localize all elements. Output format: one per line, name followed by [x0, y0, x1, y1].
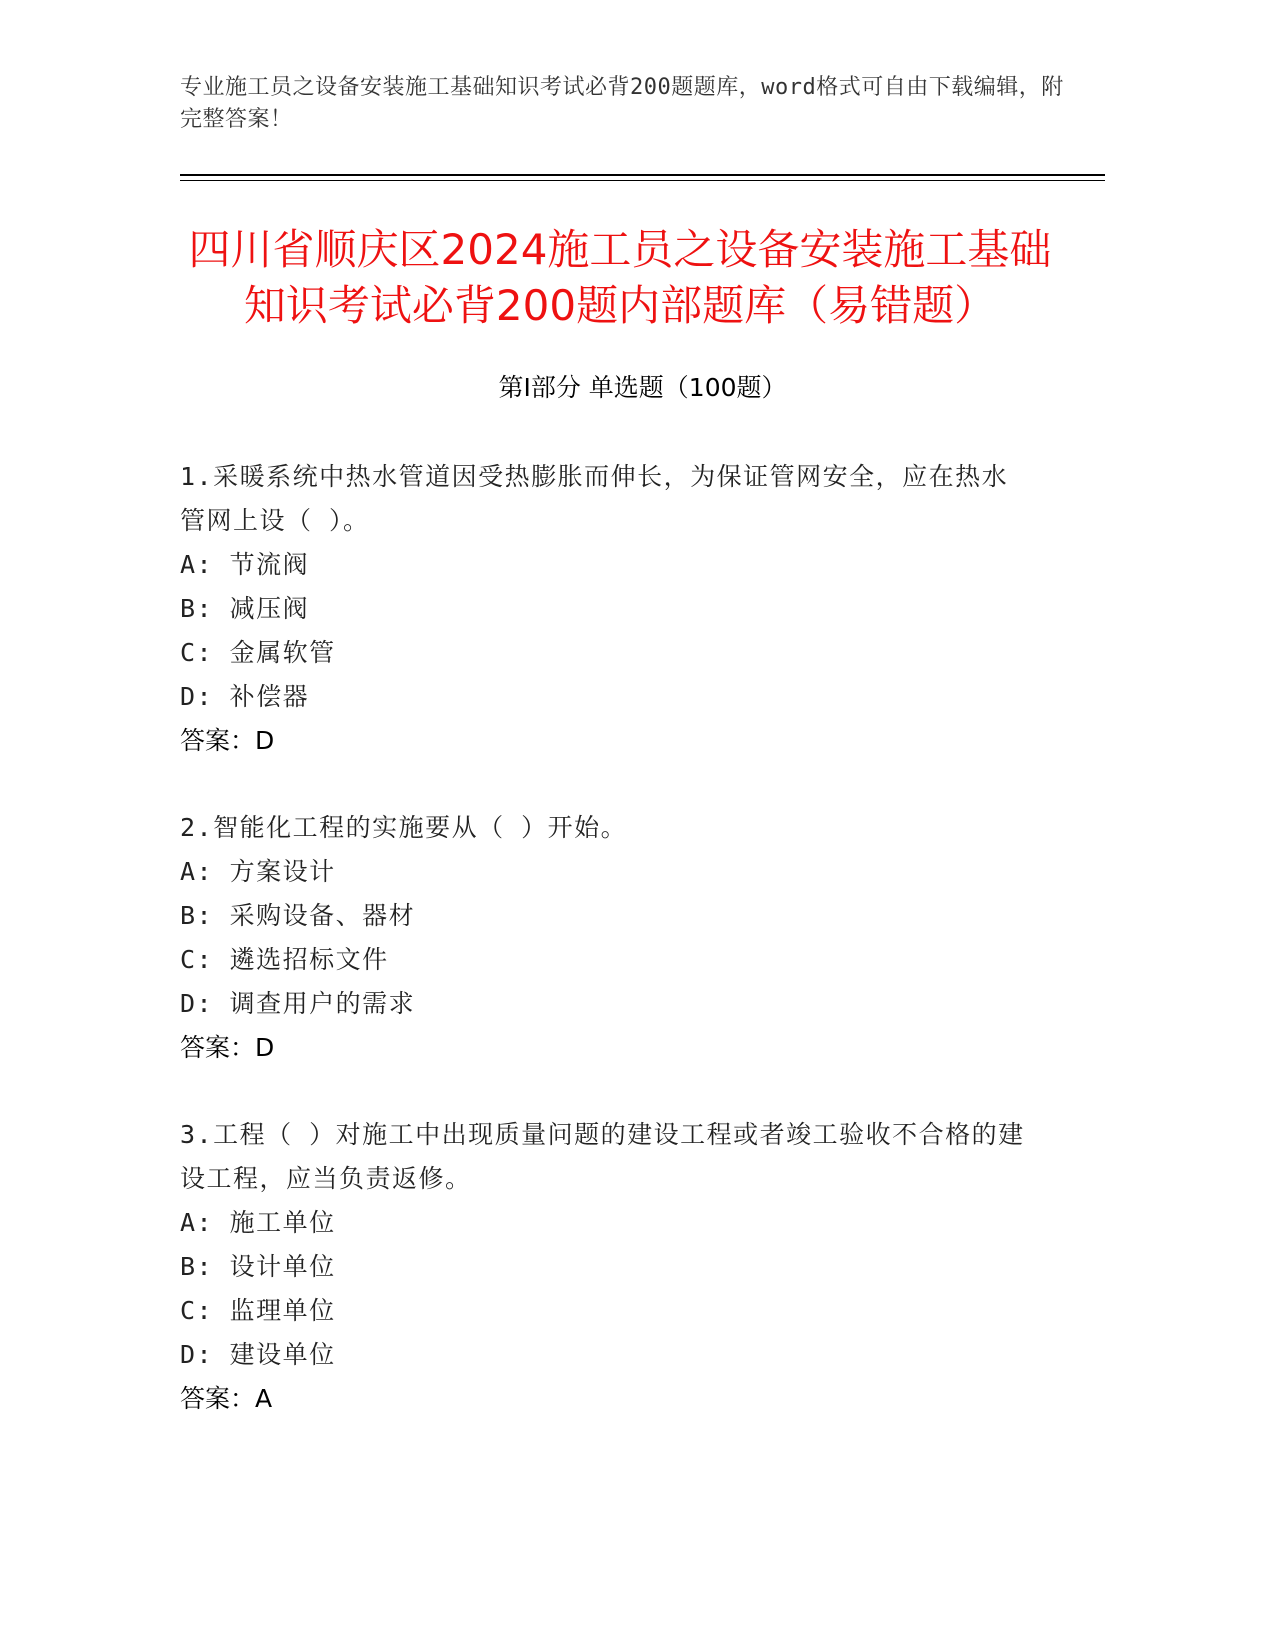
header-rule-thin: [180, 180, 1105, 181]
option-c: C: 监理单位: [180, 1296, 336, 1325]
question-stem: 1.采暖系统中热水管道因受热膨胀而伸长，为保证管网安全，应在热水管网上设（ ）。: [180, 462, 1009, 535]
question-1: [180, 455, 1030, 763]
header-rule-thick: [180, 174, 1105, 176]
document-title: 四川省顺庆区2024施工员之设备安装施工基础知识考试必背200题内部题库（易错题）: [188, 225, 1052, 330]
header-note: 专业施工员之设备安装施工基础知识考试必背200题题库，word格式可自由下载编辑，附完整答案！: [180, 75, 1064, 132]
question-stem: 2.智能化工程的实施要从（ ）开始。: [180, 813, 628, 842]
answer-line: 答案：A: [180, 1384, 273, 1413]
option-b: B: 采购设备、器材: [180, 901, 416, 930]
answer-line: 答案：D: [180, 726, 275, 755]
answer-line: 答案：D: [180, 1033, 275, 1062]
option-a: A: 节流阀: [180, 550, 310, 579]
option-c: C: 遴选招标文件: [180, 945, 389, 974]
option-a: A: 施工单位: [180, 1208, 336, 1237]
option-d: D: 补偿器: [180, 682, 310, 711]
question-2: [180, 806, 1030, 1070]
question-stem: 3.工程（ ）对施工中出现质量问题的建设工程或者竣工验收不合格的建设工程，应当负责返修。: [180, 1120, 1025, 1193]
option-b: B: 减压阀: [180, 594, 310, 623]
question-3: [180, 1113, 1030, 1421]
option-d: D: 建设单位: [180, 1340, 336, 1369]
option-c: C: 金属软管: [180, 638, 336, 667]
section-title: 第I部分 单选题（100题）: [498, 373, 787, 402]
option-d: D: 调查用户的需求: [180, 989, 416, 1018]
option-b: B: 设计单位: [180, 1252, 336, 1281]
option-a: A: 方案设计: [180, 857, 336, 886]
question-list: [180, 455, 1030, 1464]
